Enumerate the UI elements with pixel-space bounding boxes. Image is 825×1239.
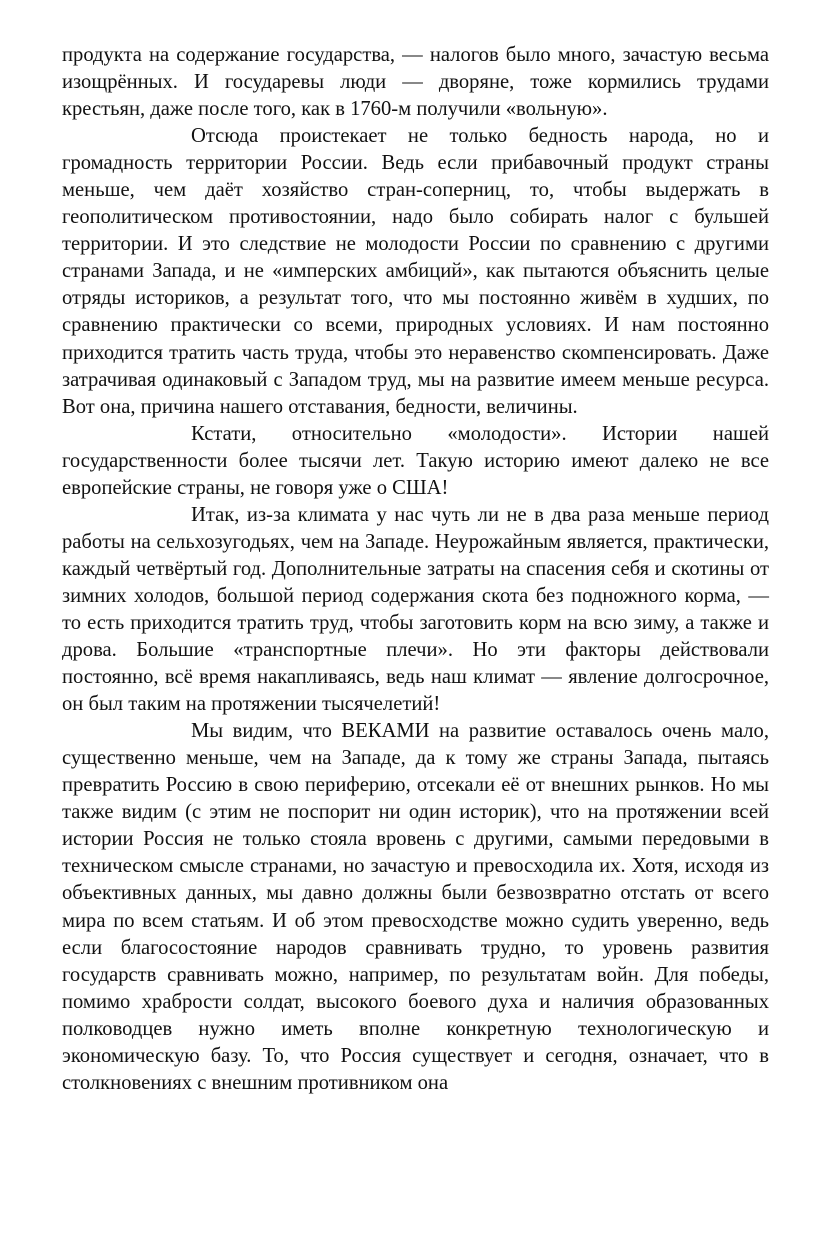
document-page (62, 42, 769, 1097)
paragraph-continuation: продукта на содержание государства, — налогов было много, зачастую весьма изощрённых. И государевы люди — дворяне, тоже кормились трудами крестьян, даже после того, как в 1760-м получили «вольную». (62, 44, 769, 121)
paragraph-youth: Кстати, относительно «молодости». Истории нашей государственности более тысячи лет. Такую историю имеют далеко не все европейские страны, не говоря уже о США! (62, 422, 769, 499)
paragraph-territory: Отсюда проистекает не только бедность народа, но и громадность территории России. Ведь если прибавочный продукт страны меньше, чем даёт хозяйство стран-соперниц, то, чтобы выдержать в геополитическом противостоянии, надо было собирать налог с бульшей территории. И это следствие не молодости России по сравнению с другими странами Запада, и не «имперских амбиций», как пытаются объяснить целые отряды историков, а результат того, что мы постоянно живём в худших, по сравнению практически со всеми, природных условиях. И нам постоянно приходится тратить часть труда, чтобы это неравенство скомпенсировать. Даже затрачивая одинаковый с Западом труд, мы на развитие имеем меньше ресурса. Вот она, причина нашего отставания, бедности, величины. (62, 125, 769, 418)
paragraph-climate: Итак, из-за климата у нас чуть ли не в два раза меньше период работы на сельхозугодьях, чем на Западе. Неурожайным является, практически, каждый четвёртый год. Дополнительные затраты на спасения себя и скотины от зимних холодов, большой период содержания скота без подножного корма, — то есть приходится тратить труд, чтобы заготовить корм на всю зиму, а также и дрова. Большие «транспортные плечи». Но эти факторы действовали постоянно, всё время накапливаясь, ведь наш климат — явление долгосрочное, он был таким на протяжении тысячелетий! (62, 503, 769, 716)
paragraph-centuries: Мы видим, что ВЕКАМИ на развитие оставалось очень мало, существенно меньше, чем на Западе, да к тому же страны Запада, пытаясь превратить Россию в свою периферию, отсекали её от внешних рынков. Но мы также видим (с этим не поспорит ни один историк), что на протяжении всей истории Россия не только стояла вровень с другими, самыми передовыми в техническом смысле странами, но зачастую и превосходила их. Хотя, исходя из объективных данных, мы давно должны были безвозвратно отстать от всего мира по всем статьям. И об этом превосходстве можно судить уверенно, ведь если благосостояние народов сравнивать трудно, то уровень развития государств сравнивать можно, например, по результатам войн. Для победы, помимо храбрости солдат, высокого боевого духа и наличия образованных полководцев нужно иметь вполне конкретную технологическую и экономическую базу. То, что Россия существует и сегодня, означает, что в столкновениях с внешним противником она (62, 720, 769, 1094)
